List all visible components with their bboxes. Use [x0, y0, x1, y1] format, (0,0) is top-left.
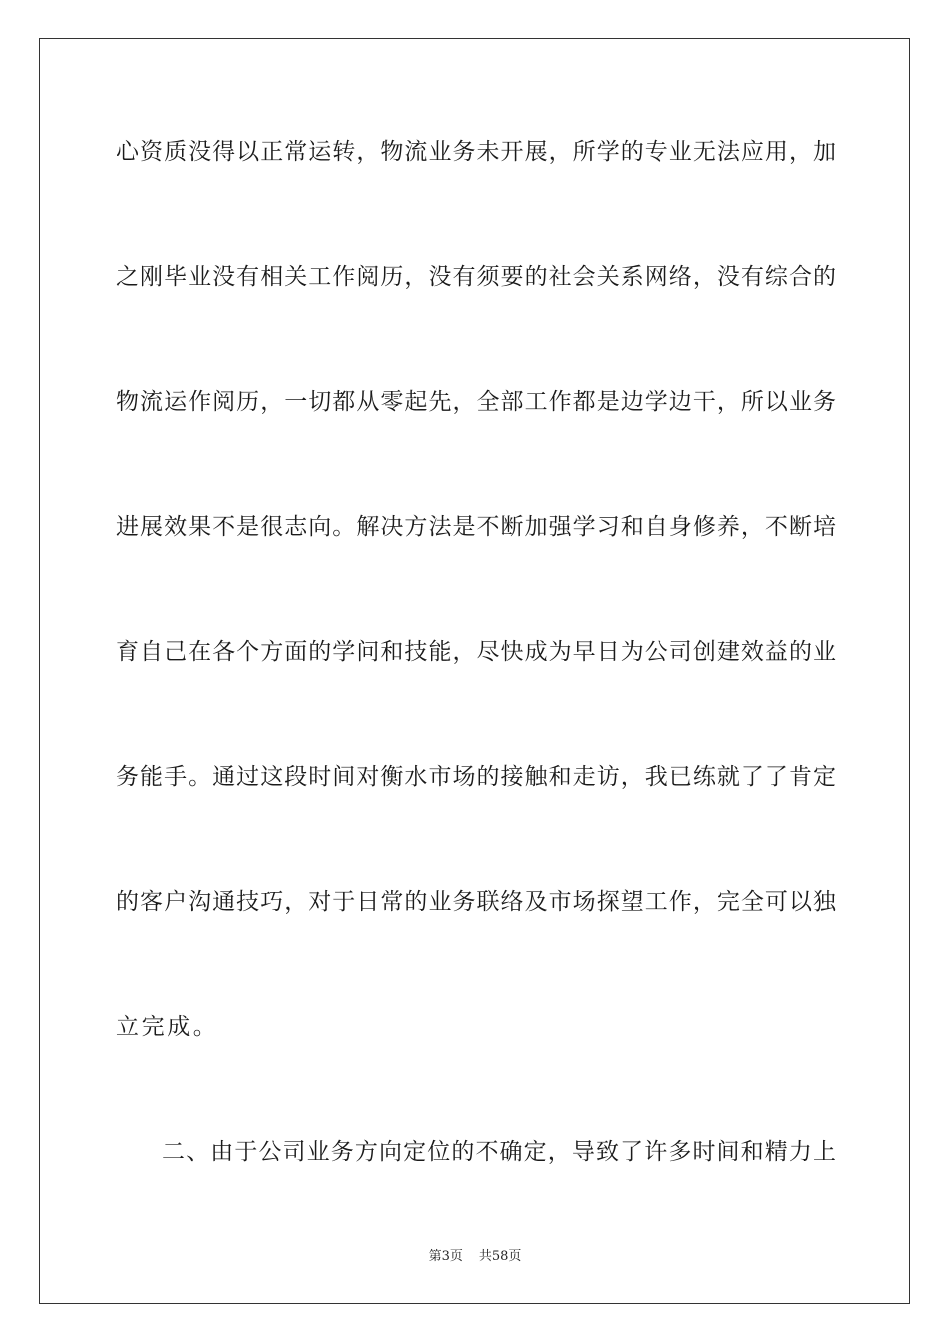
paragraph-line: 务能手。通过这段时间对衡水市场的接触和走访，我已练就了了肯定: [116, 764, 836, 790]
paragraph-line: 心资质没得以正常运转，物流业务未开展，所学的专业无法应用，加: [116, 139, 836, 165]
paragraph-line: 之刚毕业没有相关工作阅历，没有须要的社会关系网络，没有综合的: [116, 264, 836, 290]
paragraph-line: 立完成。: [116, 1014, 219, 1040]
paragraph-line: 物流运作阅历，一切都从零起先，全部工作都是边学边干，所以业务: [116, 389, 836, 415]
paragraph-line: 进展效果不是很志向。解决方法是不断加强学习和自身修养，不断培: [116, 514, 836, 540]
paragraph-line: 的客户沟通技巧，对于日常的业务联络及市场探望工作，完全可以独: [116, 889, 836, 915]
page-footer: [0, 1245, 950, 1264]
page-total: 共58页: [478, 1249, 522, 1264]
paragraph-line: 二、由于公司业务方向定位的不确定，导致了许多时间和精力上: [162, 1139, 836, 1165]
paragraph-line: 育自己在各个方面的学问和技能，尽快成为早日为公司创建效益的业: [116, 639, 836, 665]
page-border: [39, 38, 910, 1304]
page-number: 第3页: [428, 1249, 463, 1264]
